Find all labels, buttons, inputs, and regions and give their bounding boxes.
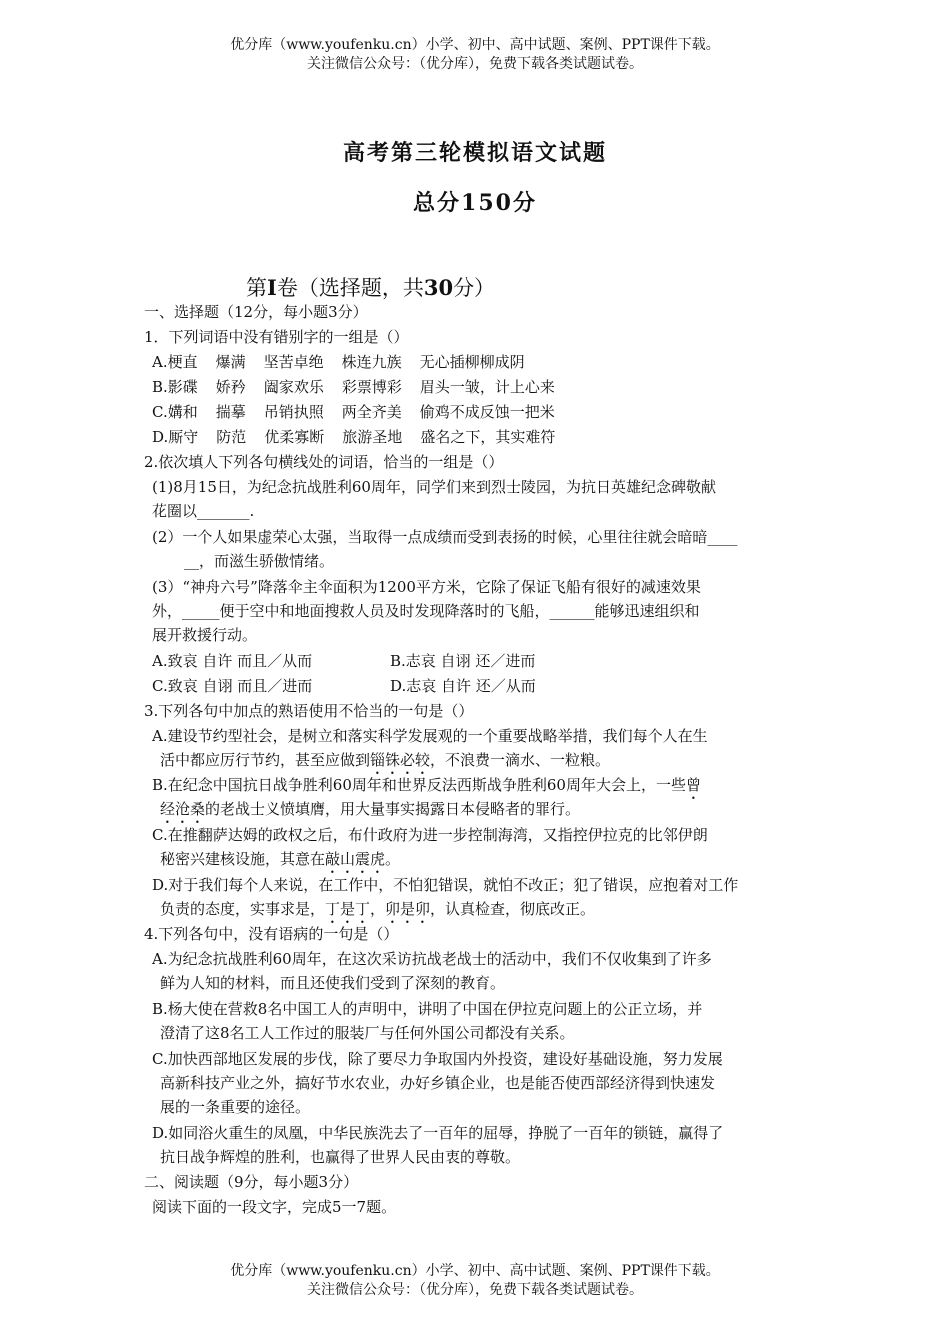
q1-option-d: D.厮守 防范 优柔寡断 旅游圣地 盛名之下，其实难符 (152, 428, 556, 446)
footer-line-2: 关注微信公众号：（优分库），免费下载各类试题试卷。 (307, 1282, 643, 1298)
q3-option-d: D.对于我们每个人来说，在工作中，不怕犯错误，就怕不改正；犯了错误，应抱着对工作 (152, 876, 739, 894)
q4-option-b: B.杨大使在营救8名中国工人的声明中，讲明了中国在伊拉克问题上的公正立场，并 (152, 1000, 703, 1018)
q3-option-a-cont: 活中都应厉行节约，甚至应做到锱铢必较，不浪费一滴水、一粒粮。 (160, 751, 611, 769)
q4-option-a-cont: 鲜为人知的材料，而且还使我们受到了深刻的教育。 (160, 974, 506, 992)
emphasized-idiom: 经沧桑 (160, 800, 206, 818)
page-footer (0, 1262, 950, 1300)
q3-option-b: B.在纪念中国抗日战争胜利60周年和世界反法西斯战争胜利60周年大会上，一些曾 (152, 776, 701, 794)
section-score: 30 (423, 275, 454, 300)
section-prefix: 第 (246, 276, 267, 300)
q4-option-d: D.如同浴火重生的凤凰，中华民族洗去了一百年的屈辱，挣脱了一百年的锁链，赢得了 (152, 1124, 724, 1142)
q4-option-b-cont: 澄清了这8名工人工作过的服装厂与任何外国公司都没有关系。 (160, 1024, 575, 1042)
q4-option-c-end: 展的一条重要的途径。 (160, 1098, 311, 1116)
q2-sentence-2-cont: __，而滋生骄傲情绪。 (184, 552, 335, 570)
part2-intro: 阅读下面的一段文字，完成5一7题。 (152, 1198, 397, 1216)
emphasized-idiom: 敲山震虎 (325, 850, 386, 868)
q2-sentence-1-cont: 花圈以_______. (152, 502, 255, 520)
q2-sentence-1: (1)8月15日，为纪念抗战胜利60周年，同学们来到烈士陵园，为抗日英雄纪念碑敬献 (152, 478, 716, 496)
emphasized-idiom: 丁是丁，卯是卯 (325, 900, 431, 918)
section-heading (246, 272, 495, 302)
q4-option-d-cont: 抗日战争辉煌的胜利，也赢得了世界人民由衷的尊敬。 (160, 1148, 521, 1166)
q3-option-b-cont: 经沧桑的老战士义愤填膺，用大量事实揭露日本侵略者的罪行。 (160, 800, 581, 818)
q3-stem: 3.下列各句中加点的熟语使用不恰当的一句是（） (144, 702, 474, 720)
emphasized-idiom: 曾 (685, 776, 701, 794)
emphasized-idiom: 锱铢必较 (370, 751, 431, 769)
q1-option-b: B.影碟 娇矜 阖家欢乐 彩票博彩 眉头一皱，计上心来 (152, 378, 555, 396)
section-mid: 卷（选择题，共 (276, 276, 424, 300)
q2-option-b: B.志哀 自诩 还／进而 (390, 652, 536, 670)
q2-option-c: C.致哀 自诩 而且／进而 (152, 677, 313, 695)
q3-option-d-cont: 负责的态度，实事求是，丁是丁，卯是卯，认真检查，彻底改正。 (160, 900, 596, 918)
section-roman: I (267, 275, 277, 300)
section-suffix: 分） (453, 276, 496, 300)
q2-sentence-3-end: 展开救援行动。 (152, 626, 258, 644)
q2-stem: 2.依次填人下列各句横线处的词语，恰当的一组是（） (144, 453, 504, 471)
q4-option-c: C.加快西部地区发展的步伐，除了要尽力争取国内外投资，建设好基础设施，努力发展 (152, 1050, 723, 1068)
q3-option-c: C.在推翻萨达姆的政权之后，布什政府为进一步控制海湾，又指控伊拉克的比邻伊朗 (152, 826, 708, 844)
q1-option-a: A.梗直 爆满 坚苦卓绝 株连九族 无心插柳柳成阴 (152, 353, 525, 371)
part2-title: 二、阅读题（9分，每小题3分） (144, 1173, 359, 1191)
q2-option-d: D.志哀 自许 还／从而 (390, 677, 536, 695)
exam-title: 高考第三轮模拟语文试题 (342, 140, 607, 166)
q4-option-c-cont: 高新科技产业之外，搞好节水农业，办好乡镇企业，也是能否使西部经济得到快速发 (160, 1074, 716, 1092)
q4-stem: 4.下列各句中，没有语病的一句是（） (144, 925, 399, 943)
footer-line-1: 优分库（www.youfenku.cn）小学、初中、高中试题、案例、PPT课件下载。 (230, 1263, 720, 1279)
q2-option-a: A.致哀 自许 而且／从而 (152, 652, 313, 670)
exam-total-score: 总分150分 (413, 190, 537, 216)
part1-title: 一、选择题（12分，每小题3分） (144, 303, 368, 321)
header-line-1: 优分库（www.youfenku.cn）小学、初中、高中试题、案例、PPT课件下载。 (230, 37, 720, 53)
page-header (0, 36, 950, 74)
q4-option-a: A.为纪念抗战胜利60周年，在这次采访抗战老战士的活动中，我们不仅收集到了许多 (152, 950, 712, 968)
header-line-2: 关注微信公众号：（优分库），免费下载各类试题试卷。 (307, 56, 643, 72)
q1-stem: 1．下列词语中没有错别字的一组是（） (144, 328, 409, 346)
q2-sentence-3: (3）“神舟六号”降落伞主伞面积为1200平方米，它除了保证飞船有很好的减速效果 (152, 578, 701, 596)
q2-sentence-3-cont: 外，_____便于空中和地面搜救人员及时发现降落时的飞船，______能够迅速组织和 (152, 602, 700, 620)
q3-option-a: A.建设节约型社会，是树立和落实科学发展观的一个重要战略举措，我们每个人在生 (152, 727, 708, 745)
q3-option-c-cont: 秘密兴建核设施，其意在敲山震虎。 (160, 850, 401, 868)
q1-option-c: C.媾和 揣摹 吊销执照 两全齐美 偷鸡不成反蚀一把米 (152, 403, 555, 421)
q2-sentence-2: (2）一个人如果虚荣心太强，当取得一点成绩而受到表扬的时候，心里往往就会暗暗____ (152, 528, 738, 546)
